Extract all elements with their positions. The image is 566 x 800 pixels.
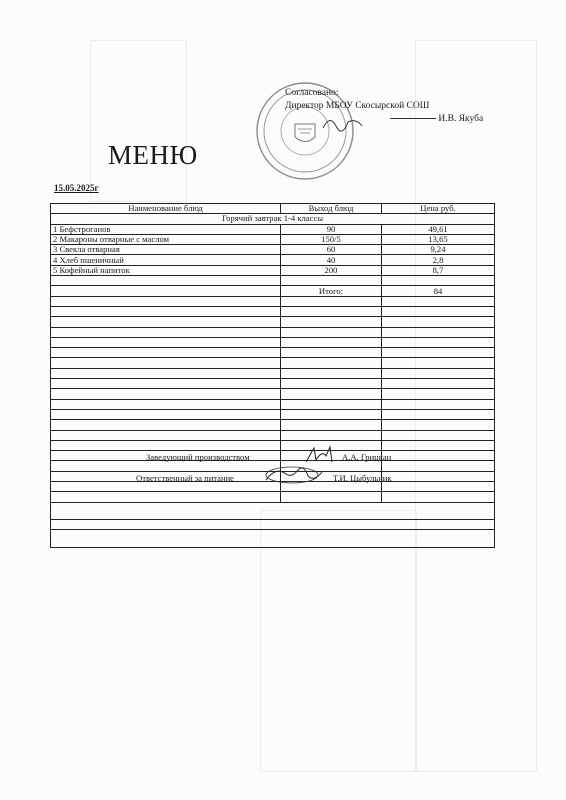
signature-row-1 — [51, 502, 495, 519]
manager-signature-block — [146, 452, 392, 462]
menu-date: 15.05.2025г — [54, 183, 99, 193]
responsible-name: Т.И. Цыбульник — [333, 473, 392, 483]
responsible-signature-block — [136, 473, 392, 483]
dish-name: 2 Макароны отварные с маслом — [51, 234, 281, 244]
empty-row — [51, 492, 495, 502]
empty-row — [51, 430, 495, 440]
empty-row — [51, 379, 495, 389]
dish-portion: 60 — [281, 245, 382, 255]
responsible-signature — [262, 462, 332, 486]
empty-row — [51, 317, 495, 327]
header-dish: Наименование блюд — [51, 204, 281, 214]
dish-name: 1 Бефстроганов — [51, 224, 281, 234]
responsible-title: Ответственный за питание — [136, 473, 234, 483]
dish-price: 8,7 — [382, 265, 495, 275]
dish-portion: 90 — [281, 224, 382, 234]
bleed-through-frame — [260, 510, 417, 772]
dish-price: 49,61 — [382, 224, 495, 234]
director-signature — [320, 112, 366, 134]
empty-row — [51, 440, 495, 450]
empty-row — [51, 420, 495, 430]
dish-name: 4 Хлеб пшеничный — [51, 255, 281, 265]
empty-row — [51, 327, 495, 337]
section-title: Горячий завтрак 1-4 классы — [51, 214, 495, 224]
total-row — [51, 286, 495, 296]
dish-name: 5 Кофейный напиток — [51, 265, 281, 275]
signature-underline — [390, 118, 436, 119]
header-price: Цена руб. — [382, 204, 495, 214]
empty-row — [51, 451, 495, 461]
dish-portion: 150/5 — [281, 234, 382, 244]
empty-row — [51, 409, 495, 419]
table-row — [51, 245, 495, 255]
section-row — [51, 214, 495, 224]
empty-row — [51, 389, 495, 399]
page-title: МЕНЮ — [108, 140, 198, 170]
approval-label: Согласовано: — [285, 88, 339, 98]
empty-row — [51, 368, 495, 378]
approval-director-name: И.В. Якуба — [438, 114, 484, 124]
dish-price: 13,65 — [382, 234, 495, 244]
manager-title: Заведующий производством — [146, 452, 250, 462]
approval-signature-line — [285, 113, 483, 126]
bleed-through-frame — [90, 40, 187, 202]
empty-row — [51, 358, 495, 368]
empty-row — [51, 296, 495, 306]
empty-row — [51, 399, 495, 409]
approval-director: Директор МБОУ Скосырской СОШ — [285, 101, 430, 111]
dish-price: 2,8 — [382, 255, 495, 265]
empty-row — [51, 337, 495, 347]
empty-row — [51, 276, 495, 286]
dish-name: 3 Свекла отварная — [51, 245, 281, 255]
empty-row — [51, 306, 495, 316]
dish-portion: 40 — [281, 255, 382, 265]
dish-portion: 200 — [281, 265, 382, 275]
manager-name: А.А. Грицкан — [342, 452, 392, 462]
spacer-row — [51, 519, 495, 529]
header-portion: Выход блюд — [281, 204, 382, 214]
table-header-row — [51, 204, 495, 214]
approval-block — [285, 87, 483, 126]
signature-row-2 — [51, 529, 495, 547]
total-label: Итого: — [281, 286, 382, 296]
empty-row — [51, 348, 495, 358]
total-value: 84 — [382, 286, 495, 296]
table-row — [51, 255, 495, 265]
menu-table — [50, 203, 495, 548]
table-row — [51, 265, 495, 275]
table-row — [51, 224, 495, 234]
table-row — [51, 234, 495, 244]
dish-price: 9,24 — [382, 245, 495, 255]
